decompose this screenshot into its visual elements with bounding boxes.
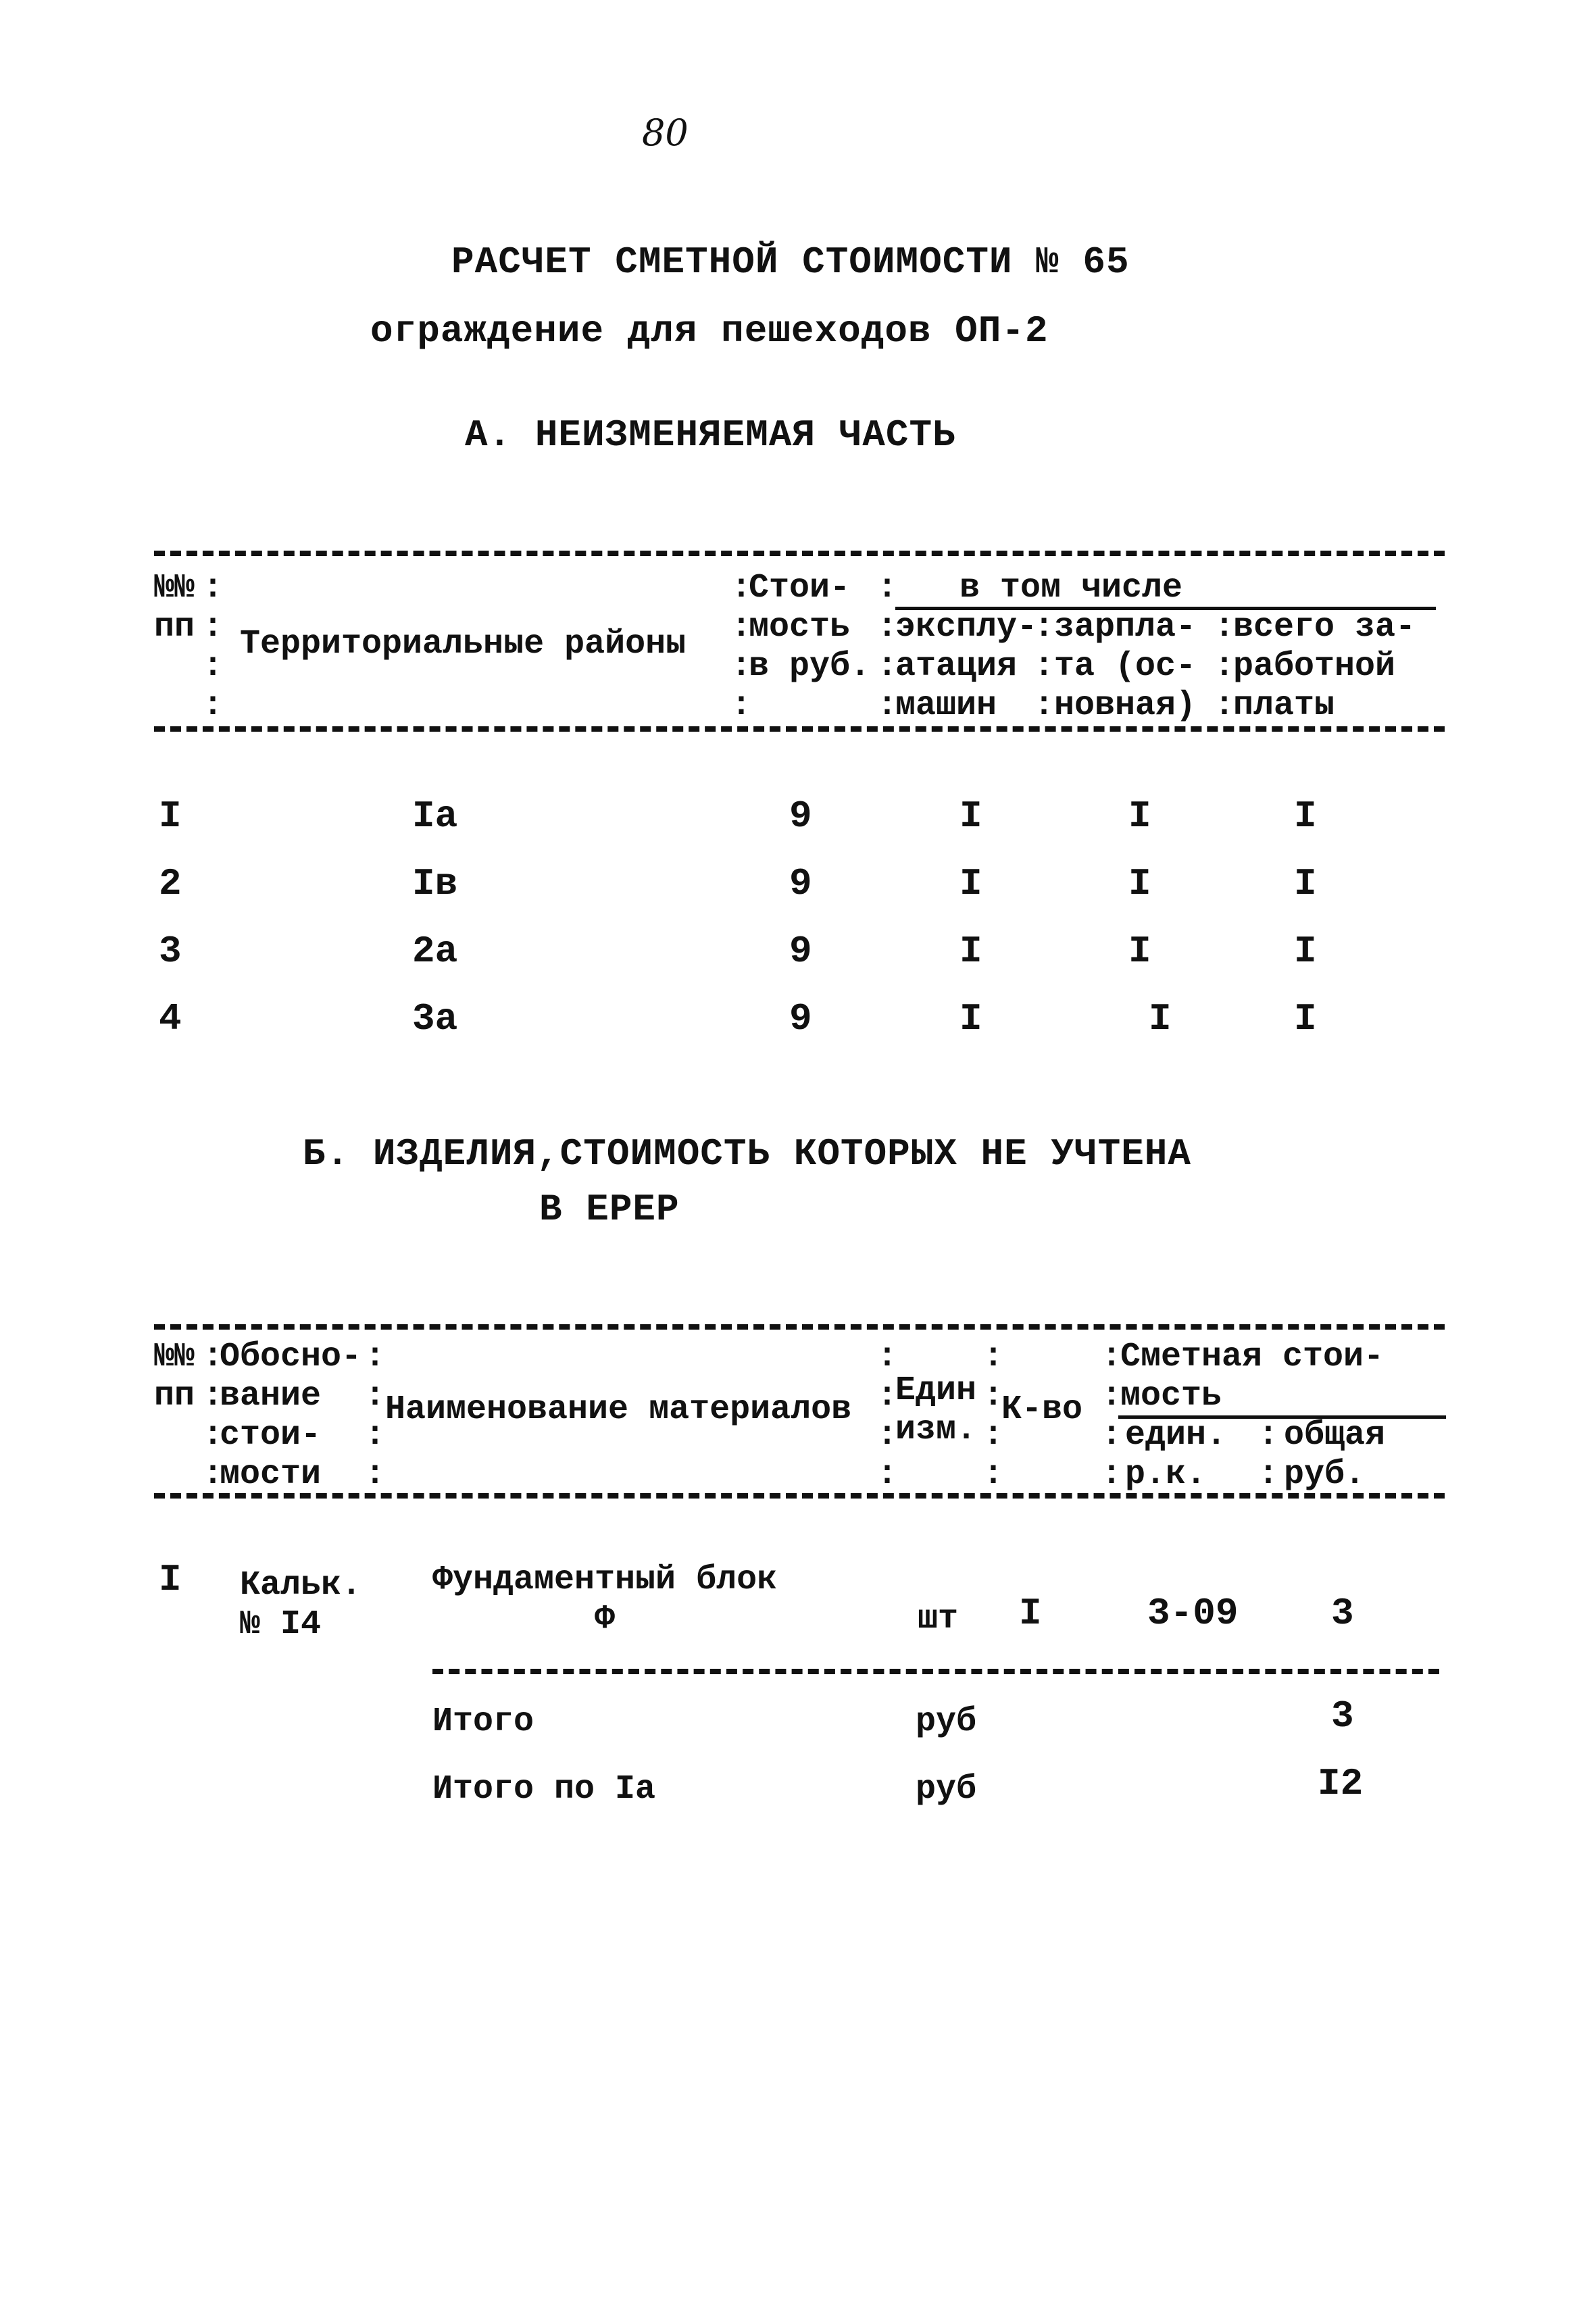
- row-num: 4: [159, 997, 182, 1040]
- row-basis: Кальк. № I4: [240, 1566, 362, 1644]
- row-qty: I: [1019, 1592, 1042, 1635]
- total-label: Итого по Iа: [432, 1770, 656, 1809]
- row-unit-price: 3-09: [1147, 1592, 1239, 1635]
- row-salary: I: [1128, 795, 1151, 838]
- row-total: I: [1294, 997, 1317, 1040]
- table-b-subtotal-rule: [432, 1669, 1439, 1674]
- total-label: Итого: [432, 1703, 534, 1741]
- row-cost: 9: [789, 862, 812, 905]
- section-b-heading-line2: В ЕРЕР: [539, 1188, 680, 1231]
- row-cost: 9: [789, 795, 812, 838]
- table-b-header-qty: К-во: [1001, 1390, 1083, 1429]
- row-machines: I: [959, 930, 982, 973]
- total-value: I2: [1318, 1762, 1364, 1805]
- table-b-separator: : : : :: [1101, 1338, 1122, 1494]
- row-salary: I: [1128, 862, 1151, 905]
- table-a-separator: : : :: [1034, 608, 1055, 725]
- row-region: Iв: [412, 862, 458, 905]
- row-num: 3: [159, 930, 182, 973]
- table-b-header-rule: [154, 1493, 1445, 1499]
- table-a-separator: : : : :: [731, 569, 752, 725]
- row-machines: I: [959, 997, 982, 1040]
- row-region: 3а: [412, 997, 458, 1040]
- table-b-header-unit-price: един. р.к.: [1125, 1416, 1227, 1494]
- table-b-separator: : : : :: [877, 1338, 898, 1494]
- row-cost: 9: [789, 930, 812, 973]
- row-total: I: [1294, 862, 1317, 905]
- table-b-header-basis: Обосно- вание стои- мости: [220, 1338, 362, 1494]
- table-b-top-rule: [154, 1324, 1445, 1330]
- row-salary: I: [1149, 997, 1172, 1040]
- table-b-separator: : : : :: [983, 1338, 1004, 1494]
- row-total: 3: [1331, 1592, 1354, 1635]
- table-a-header-salary: зарпла- та (ос- новная): [1054, 608, 1197, 725]
- table-a-header-rule: [154, 726, 1445, 732]
- row-salary: I: [1128, 930, 1151, 973]
- total-value: 3: [1331, 1694, 1354, 1738]
- table-a-header-cost: Стои- мость в руб.: [749, 569, 871, 686]
- section-a-heading: А. НЕИЗМЕНЯЕМАЯ ЧАСТЬ: [465, 413, 956, 457]
- row-name: Фундаментный блок Ф: [432, 1561, 778, 1638]
- document-subtitle: ограждение для пешеходов ОП-2: [370, 309, 1049, 353]
- table-a-separator: : : : :: [203, 569, 224, 725]
- row-num: I: [159, 795, 182, 838]
- row-unit: шт: [918, 1600, 959, 1638]
- table-b-header-num: №№ пп: [154, 1338, 195, 1415]
- row-region: 2а: [412, 930, 458, 973]
- table-a-header-incl: в том числе: [959, 569, 1183, 607]
- table-b-header-estimate: Сметная стои- мость: [1120, 1338, 1385, 1415]
- table-b-separator: : : : :: [365, 1338, 386, 1494]
- table-a-top-rule: [154, 551, 1445, 556]
- table-b-separator: : :: [1258, 1416, 1279, 1494]
- table-a-separator: : : : :: [877, 569, 898, 725]
- row-total: I: [1294, 795, 1317, 838]
- total-unit: руб: [916, 1703, 977, 1741]
- table-a-header-num: №№ пп: [154, 569, 195, 647]
- row-num: 2: [159, 862, 182, 905]
- row-cost: 9: [789, 997, 812, 1040]
- table-b-separator: : : : :: [203, 1338, 224, 1494]
- page-number: 80: [642, 111, 689, 154]
- table-a-header-region: Территориальные районы: [240, 625, 687, 663]
- row-region: Iа: [412, 795, 458, 838]
- table-a-separator: : : :: [1214, 608, 1235, 725]
- total-unit: руб: [916, 1770, 977, 1809]
- table-b-header-unit: Един изм.: [895, 1372, 977, 1449]
- row-total: I: [1294, 930, 1317, 973]
- section-b-heading: Б. ИЗДЕЛИЯ,СТОИМОСТЬ КОТОРЫХ НЕ УЧТЕНА: [303, 1132, 1192, 1176]
- table-a-header-total-salary: всего за- работной платы: [1233, 608, 1416, 725]
- table-b-header-name: Наименование материалов: [385, 1390, 852, 1429]
- table-a-header-machines: эксплу- атация машин: [895, 608, 1038, 725]
- document-title: РАСЧЕТ СМЕТНОЙ СТОИМОСТИ № 65: [451, 241, 1130, 284]
- row-machines: I: [959, 862, 982, 905]
- row-machines: I: [959, 795, 982, 838]
- table-b-header-total: общая руб.: [1284, 1416, 1386, 1494]
- row-num: I: [159, 1558, 182, 1601]
